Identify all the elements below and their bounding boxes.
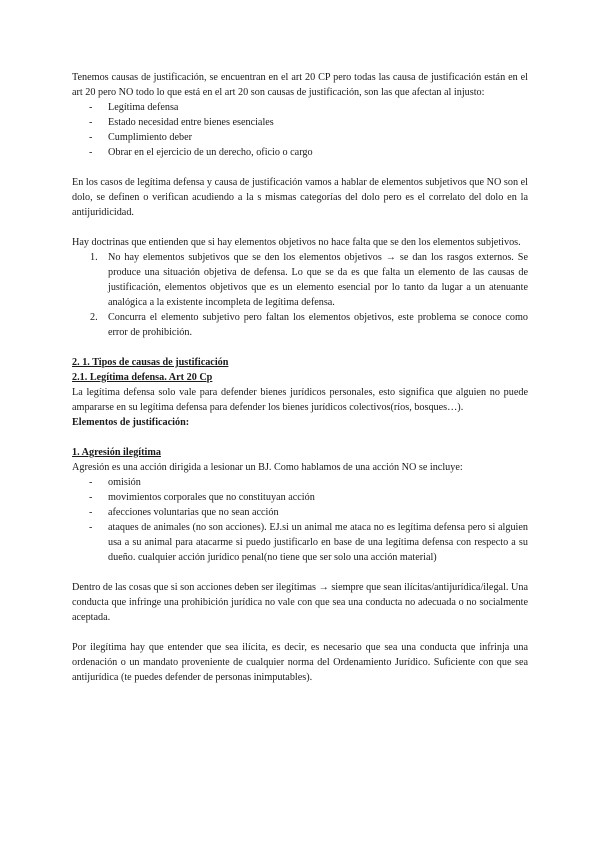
causes-list [72,100,528,160]
section-heading-legitima-defensa: 2.1. Legítima defensa. Art 20 Cp [72,372,213,383]
list-number: 2. [90,312,98,323]
agresion-paragraph: Agresión es una acción dirigida a lesionar un BJ. Como hablamos de una acción NO se incluye: [72,462,463,473]
dentro-paragraph: Dentro de las cosas que si son acciones deben ser ilegítimas → siempre que sean ilícitas/antijurídica/ilegal. Una conducta que infringe una prohibición jurídica no vale con que sea una conducta no adecuada o no socialmente aceptada. [72,582,528,623]
document-page [72,70,528,685]
list-item: - Obrar en el ejercicio de un derecho, oficio o cargo [72,145,528,160]
subheading-agresion: 1. Agresión ilegítima [72,447,161,458]
list-item: - afecciones voluntarias que no sean acción [72,505,528,520]
list-item [72,310,528,340]
legitima-defensa-paragraph: La legítima defensa solo vale para defender bienes jurídicos personales, esto significa que alguien no puede ampararse en su legítima defensa para defender los bienes jurídicos colectivos(ríos, bosques…). [72,387,528,413]
doctrines-paragraph: Hay doctrinas que entienden que si hay elementos objetivos no hace falta que se den los elementos subjetivos. [72,237,521,248]
ilegitima-paragraph: Por ilegítima hay que entender que sea ilícita, es decir, es necesario que sea una conducta que infrinja una ordenación o un mandato proveniente de cualquier norma del Ordenamiento Jurídico. Suficiente con que sea antijurídica (te puedes defender de personas inimputables). [72,642,528,683]
list-item: - movimientos corporales que no constituyan acción [72,490,528,505]
list-item: - Estado necesidad entre bienes esenciales [72,115,528,130]
doctrines-list [72,250,528,340]
list-item: - Cumplimiento deber [72,130,528,145]
subjective-elements-paragraph: En los casos de legítima defensa y causa de justificación vamos a hablar de elementos subjetivos que NO son el dolo, se definen o verifican acudiendo a la s mismas categorías del dolo pero es el correlato del dolo en la antijuridicidad. [72,177,528,218]
list-item: - omisión [72,475,528,490]
list-item: - ataques de animales (no son acciones). EJ.si un animal me ataca no es legítima defensa pero si alguien usa a su animal para atacarme si puedo justificarlo en base de una legítima defensa con respecto a su dueño. cualquier acción jurídico penal(no tiene que ser solo una acción material) [72,520,528,565]
section-heading-types: 2. 1. Tipos de causas de justificación [72,357,229,368]
list-item: - Legítima defensa [72,100,528,115]
list-item [72,250,528,310]
subheading-elements: Elementos de justificación: [72,417,190,428]
list-item-text: Concurra el elemento subjetivo pero faltan los elementos objetivos, este problema se conoce como error de prohibición. [108,312,528,338]
list-item-text: No hay elementos subjetivos que se den los elementos objetivos → se dan los rasgos externos. Se produce una situación objetiva de defensa. Lo que se da es que falta un elemento de las causas de justificación, elementos objetivos que es un elemento esencial por lo tanto da lugar a un atenuante analógica a la existente incompleta de legítima defensa. [108,252,528,308]
list-number: 1. [90,252,98,263]
excluded-list [72,475,528,565]
intro-paragraph: Tenemos causas de justificación, se encuentran en el art 20 CP pero todas las causa de justificación están en el art 20 pero NO todo lo que está en el art 20 son causas de justificación, son las que afectan al injusto: [72,72,528,98]
